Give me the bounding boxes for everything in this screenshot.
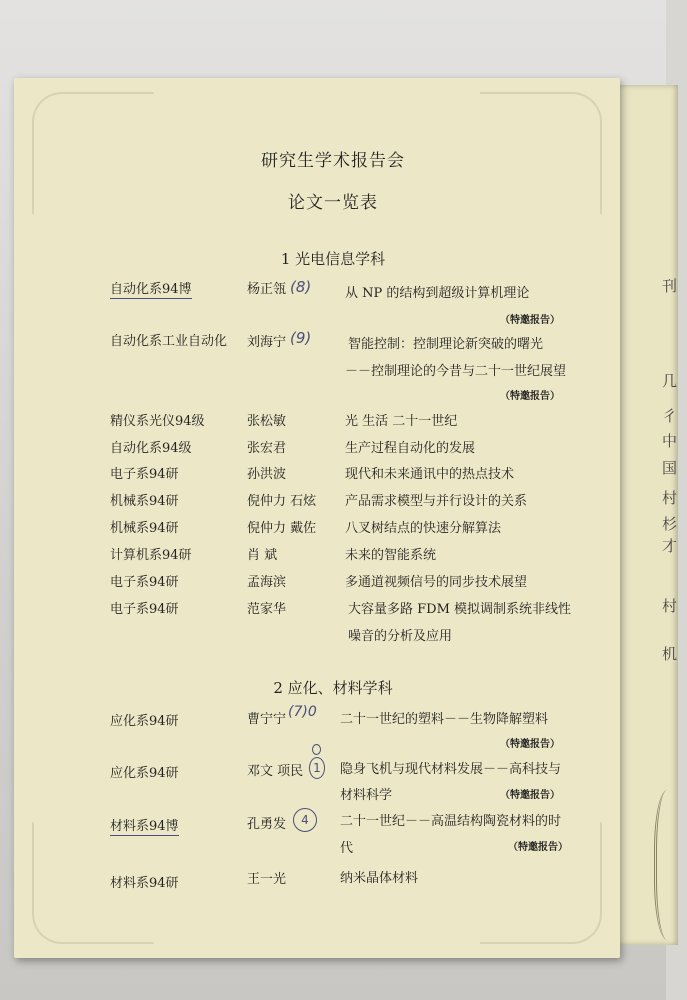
entry-author: 肖 斌 <box>247 548 278 563</box>
adjacent-page-fragment: 刊 <box>662 277 678 295</box>
handwritten-annotation: (7)0 <box>288 704 317 720</box>
handwritten-annotation: (8) <box>290 278 312 296</box>
entry-author: 刘海宁 <box>247 335 287 350</box>
special-report-note: （特邀报告） <box>508 842 568 853</box>
entry-topic: 未来的智能系统 <box>345 548 437 563</box>
entry-topic: 光 生活 二十一世纪 <box>345 414 458 429</box>
entry-topic: 从 NP 的结构到超级计算机理论 <box>345 286 530 301</box>
adjacent-page-fragment: 几 <box>662 372 678 390</box>
handwritten-circled-number: 4 <box>293 808 317 832</box>
entry-topic: 八叉树结点的快速分解算法 <box>345 521 502 536</box>
entry-author: 曹宁宁 <box>247 712 287 727</box>
entry-topic: 隐身飞机与现代材料发展－－高科技与 <box>340 762 562 777</box>
entry-topic: 现代和未来通讯中的热点技术 <box>345 467 515 482</box>
entry-department: 机械系94研 <box>110 521 179 536</box>
entry-author: 孙洪波 <box>247 467 287 482</box>
entry-author: 杨正瓴 <box>247 282 287 297</box>
section-heading: 2 应化、材料学科 <box>273 679 393 697</box>
entry-department: 自动化系工业自动化 <box>110 334 228 349</box>
entry-author: 范家华 <box>247 602 287 617</box>
entry-topic: 二十一世纪的塑料－－生物降解塑料 <box>340 712 549 727</box>
entry-department: 电子系94研 <box>110 602 179 617</box>
entry-topic: 智能控制：控制理论新突破的曙光 <box>348 337 544 352</box>
entry-author: 孔勇发 <box>247 817 287 832</box>
entry-topic-continued: 噪音的分析及应用 <box>348 629 453 644</box>
adjacent-page-fragment: 中 <box>662 432 678 450</box>
section-heading: 1 光电信息学科 <box>280 250 386 268</box>
entry-topic-continued: 材料科学 <box>340 788 393 803</box>
entry-author: 张松敏 <box>247 414 287 429</box>
entry-department: 电子系94研 <box>110 575 179 590</box>
adjacent-page-fragment: 村 <box>662 489 678 507</box>
adjacent-page-fragment: 杉 <box>662 515 678 533</box>
entry-department: 应化系94研 <box>110 766 179 781</box>
entry-topic: 多通道视频信号的同步技术展望 <box>345 575 528 590</box>
entry-author: 邓文 项民 <box>247 764 304 779</box>
document-subtitle: 论文一览表 <box>288 193 378 213</box>
entry-topic: 产品需求模型与并行设计的关系 <box>345 494 528 509</box>
entry-department: 电子系94研 <box>110 467 179 482</box>
entry-department: 机械系94研 <box>110 494 179 509</box>
entry-topic: 纳米晶体材料 <box>340 871 419 886</box>
entry-topic-continued: 代 <box>340 841 354 856</box>
handwritten-annotation: (9) <box>290 329 312 347</box>
handwritten-circled-number: 1 <box>309 757 325 779</box>
entry-author: 王一光 <box>247 872 287 887</box>
entry-author: 倪仲力 戴佐 <box>247 521 317 536</box>
entry-department: 材料系94博 <box>110 819 179 834</box>
entry-topic: 大容量多路 FDM 模拟调制系统非线性 <box>348 602 572 617</box>
entry-department: 精仪系光仪94级 <box>110 414 205 429</box>
entry-topic: 二十一世纪－－高温结构陶瓷材料的时 <box>340 814 562 829</box>
entry-author: 倪仲力 石炫 <box>247 494 317 509</box>
entry-department: 材料系94研 <box>110 876 179 891</box>
handwritten-mark <box>312 744 321 755</box>
adjacent-page-fragment: 国 <box>662 459 678 477</box>
entry-author: 孟海滨 <box>247 575 287 590</box>
entry-department: 自动化系94博 <box>110 282 192 297</box>
entry-topic-continued: －－控制理论的今昔与二十一世纪展望 <box>345 364 567 379</box>
special-report-note: （特邀报告） <box>500 790 560 801</box>
special-report-note: （特邀报告） <box>500 739 560 750</box>
adjacent-page-fragment: 才 <box>662 537 678 555</box>
entry-department: 自动化系94级 <box>110 441 192 456</box>
document-title: 研究生学术报告会 <box>261 151 405 171</box>
adjacent-page <box>618 85 678 945</box>
adjacent-page-fragment: 机 <box>662 645 678 663</box>
entry-author: 张宏君 <box>247 441 287 456</box>
entry-topic: 生产过程自动化的发展 <box>345 441 476 456</box>
page-ornament <box>654 790 687 940</box>
adjacent-page-fragment: 村 <box>662 597 678 615</box>
entry-department: 应化系94研 <box>110 714 179 729</box>
special-report-note: （特邀报告） <box>500 315 560 326</box>
special-report-note: （特邀报告） <box>500 391 560 402</box>
entry-department: 计算机系94研 <box>110 548 192 563</box>
adjacent-page-fragment: 彳 <box>662 407 678 425</box>
